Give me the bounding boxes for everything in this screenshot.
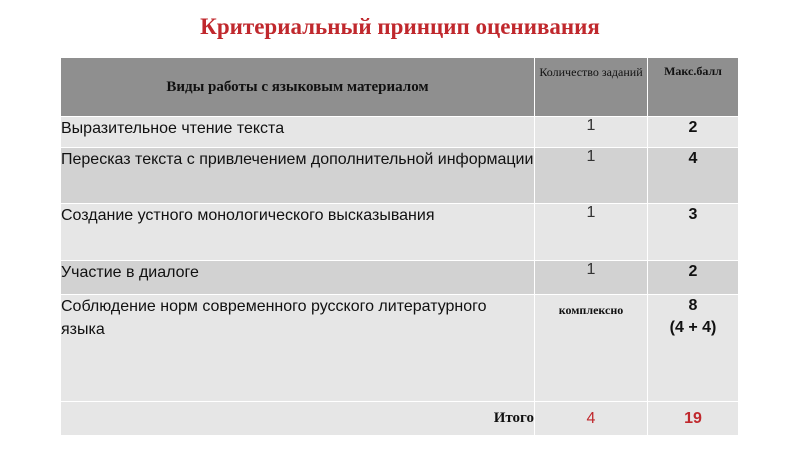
work-type-cell: Создание устного монологического высказывания — [61, 204, 535, 261]
max-score-cell: 3 — [648, 204, 739, 261]
table-row — [61, 261, 739, 295]
table-row — [61, 148, 739, 204]
header-max-score: Макс.балл — [648, 58, 739, 117]
max-score-cell: 2 — [648, 117, 739, 148]
task-count-cell: 1 — [535, 204, 648, 261]
criteria-table — [60, 57, 739, 436]
table-row — [61, 204, 739, 261]
total-label: Итого — [61, 402, 535, 436]
table-header-row — [61, 58, 739, 117]
header-work-type: Виды работы с языковым материалом — [61, 58, 535, 117]
page-title: Критериальный принцип оценивания — [200, 14, 600, 39]
max-score-cell — [648, 295, 739, 402]
work-type-cell: Участие в диалоге — [61, 261, 535, 295]
total-row — [61, 402, 739, 436]
max-score-value: 8 — [688, 297, 698, 314]
total-max-score: 19 — [648, 402, 739, 436]
table-row — [61, 117, 739, 148]
work-type-cell: Выразительное чтение текста — [61, 117, 535, 148]
max-score-breakdown: (4 + 4) — [669, 319, 717, 336]
task-count-cell: 1 — [535, 117, 648, 148]
total-task-count: 4 — [535, 402, 648, 436]
header-task-count: Количество заданий — [535, 58, 648, 117]
task-count-cell: 1 — [535, 148, 648, 204]
max-score-cell: 4 — [648, 148, 739, 204]
work-type-cell: Пересказ текста с привлечением дополнительной информации — [61, 148, 535, 204]
work-type-cell: Соблюдение норм современного русского литературного языка — [61, 295, 535, 402]
task-count-cell: 1 — [535, 261, 648, 295]
table-row — [61, 295, 739, 402]
task-count-cell: комплексно — [535, 295, 648, 402]
max-score-cell: 2 — [648, 261, 739, 295]
